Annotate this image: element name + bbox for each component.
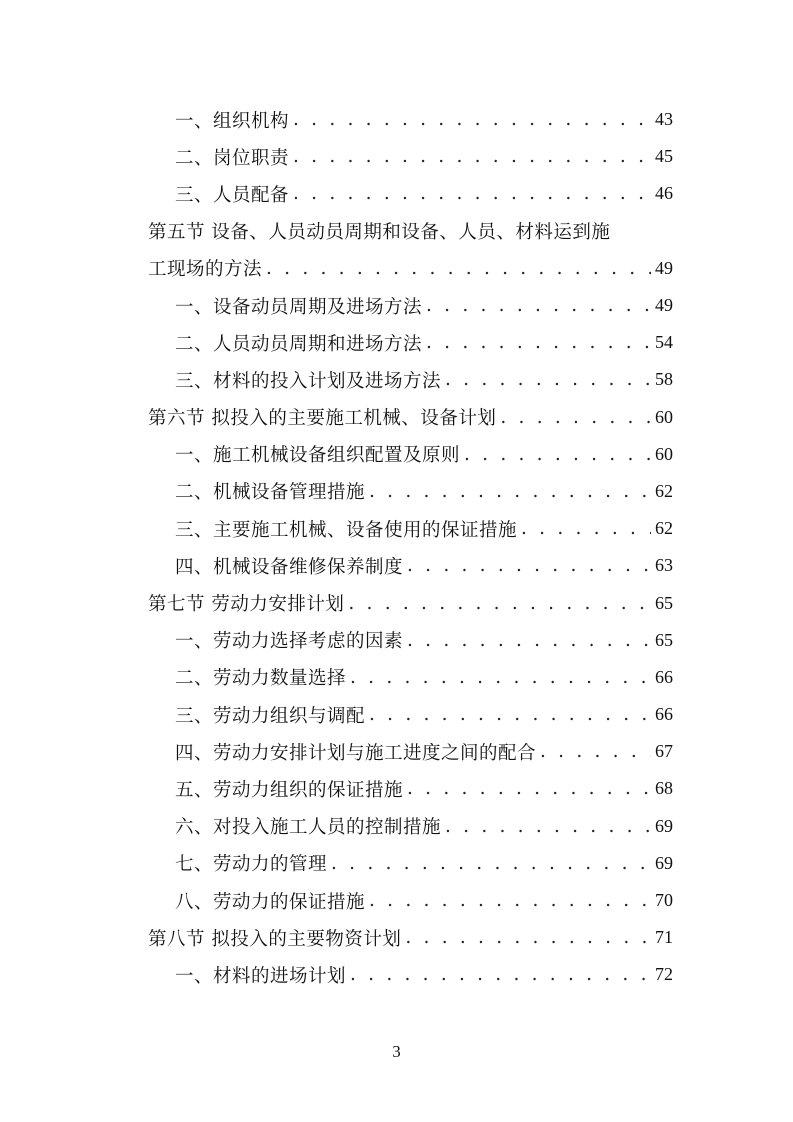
dot-leader	[403, 778, 651, 799]
toc-entry-title: 一、劳动力选择考虑的因素	[175, 631, 404, 653]
dot-leader	[289, 183, 651, 204]
dot-leader	[403, 555, 651, 576]
dot-leader	[365, 481, 651, 502]
toc-entry-title: 二、人员动员周期和进场方法	[175, 333, 423, 355]
toc-entry-page: 71	[655, 927, 673, 948]
toc-entry[interactable]	[148, 101, 673, 138]
toc-entry[interactable]	[148, 324, 673, 361]
toc-entry[interactable]	[148, 547, 673, 584]
toc-entry-page: 69	[655, 815, 673, 836]
toc-entry-title: 四、机械设备维修保养制度	[175, 556, 404, 578]
toc-entry-title: 第五节 设备、人员动员周期和设备、人员、材料运到施	[148, 222, 611, 244]
dot-leader	[517, 518, 651, 539]
toc-entry-page: 49	[655, 295, 673, 316]
toc-entry-page: 66	[655, 666, 673, 687]
toc-entry-title: 二、岗位职责	[175, 147, 290, 169]
toc-entry[interactable]	[148, 770, 673, 807]
dot-leader	[460, 444, 651, 465]
dot-leader	[262, 258, 651, 279]
dot-leader	[401, 927, 651, 948]
toc-entry[interactable]	[148, 622, 673, 659]
toc-entry-title: 六、对投入施工人员的控制措施	[175, 817, 442, 839]
toc-entry-page: 45	[655, 146, 673, 167]
dot-leader	[441, 369, 651, 390]
dot-leader	[422, 295, 651, 316]
toc-entry-page: 46	[655, 183, 673, 204]
dot-leader	[346, 964, 651, 985]
dot-leader	[422, 332, 651, 353]
toc-section-entry[interactable]	[148, 919, 673, 956]
toc-entry-title: 一、设备动员周期及进场方法	[175, 296, 423, 318]
toc-entry-title: 三、劳动力组织与调配	[175, 705, 366, 727]
dot-leader	[289, 109, 651, 130]
toc-entry[interactable]	[148, 138, 673, 175]
toc-entry-page: 72	[655, 964, 673, 985]
dot-leader	[365, 704, 651, 725]
toc-entry-page: 66	[655, 704, 673, 725]
toc-entry-title: 一、施工机械设备组织配置及原则	[175, 445, 461, 467]
toc-entry-title: 三、人员配备	[175, 184, 290, 206]
toc-entry[interactable]	[148, 436, 673, 473]
table-of-contents	[148, 101, 673, 994]
toc-entry-title: 三、材料的投入计划及进场方法	[175, 370, 442, 392]
toc-entry-title: 第六节 拟投入的主要施工机械、设备计划	[148, 408, 497, 430]
toc-entry[interactable]	[148, 733, 673, 770]
dot-leader	[536, 741, 651, 762]
toc-entry-page: 62	[655, 518, 673, 539]
toc-entry[interactable]	[148, 882, 673, 919]
toc-entry-title: 五、劳动力组织的保证措施	[175, 779, 404, 801]
dot-leader	[403, 630, 651, 651]
toc-entry[interactable]	[148, 175, 673, 212]
dot-leader	[441, 816, 651, 837]
toc-entry-page: 49	[655, 257, 673, 278]
toc-entry-page: 65	[655, 592, 673, 613]
toc-section-entry[interactable]	[148, 584, 673, 621]
toc-entry[interactable]	[148, 956, 673, 993]
toc-entry[interactable]	[148, 808, 673, 845]
toc-entry-page: 62	[655, 480, 673, 501]
toc-section-entry[interactable]	[148, 213, 673, 287]
toc-entry-page: 65	[655, 629, 673, 650]
toc-entry-page: 68	[655, 778, 673, 799]
toc-entry-title: 第八节 拟投入的主要物资计划	[148, 928, 402, 950]
toc-entry-title: 四、劳动力安排计划与施工进度之间的配合	[175, 742, 537, 764]
toc-entry-page: 63	[655, 555, 673, 576]
toc-entry-page: 69	[655, 852, 673, 873]
toc-entry-title: 八、劳动力的保证措施	[175, 891, 366, 913]
toc-section-entry[interactable]	[148, 399, 673, 436]
toc-entry[interactable]	[148, 696, 673, 733]
toc-entry-page: 67	[655, 741, 673, 762]
page-number: 3	[392, 1042, 401, 1061]
toc-entry[interactable]	[148, 287, 673, 324]
toc-entry-title-continued: 工现场的方法	[148, 259, 263, 281]
toc-entry-page: 58	[655, 369, 673, 390]
dot-leader	[344, 593, 651, 614]
dot-leader	[327, 853, 651, 874]
toc-entry-title: 一、材料的进场计划	[175, 965, 347, 987]
toc-entry-page: 60	[655, 406, 673, 427]
dot-leader	[346, 667, 651, 688]
toc-entry[interactable]	[148, 510, 673, 547]
dot-leader	[289, 146, 651, 167]
toc-entry[interactable]	[148, 473, 673, 510]
toc-entry-page: 43	[655, 109, 673, 130]
toc-entry-page: 54	[655, 332, 673, 353]
toc-entry-title: 一、组织机构	[175, 110, 290, 132]
dot-leader	[365, 890, 651, 911]
toc-entry-title: 第七节 劳动力安排计划	[148, 594, 345, 616]
toc-entry-page: 70	[655, 890, 673, 911]
toc-entry[interactable]	[148, 361, 673, 398]
dot-leader	[496, 407, 651, 428]
toc-entry-title: 二、机械设备管理措施	[175, 482, 366, 504]
toc-entry-title: 七、劳动力的管理	[175, 854, 328, 876]
toc-entry-title: 三、主要施工机械、设备使用的保证措施	[175, 519, 518, 541]
toc-entry[interactable]	[148, 845, 673, 882]
toc-entry-title: 二、劳动力数量选择	[175, 668, 347, 690]
toc-entry-page: 60	[655, 443, 673, 464]
toc-entry[interactable]	[148, 659, 673, 696]
